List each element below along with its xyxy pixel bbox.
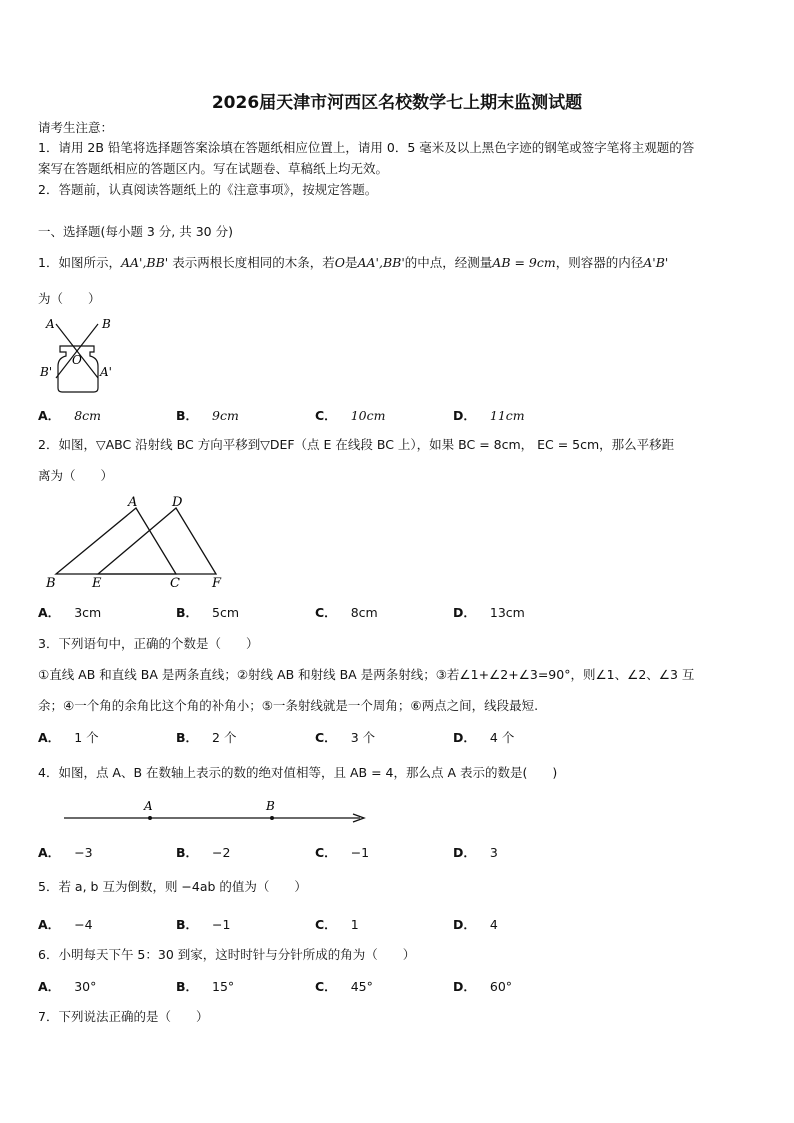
- fig1-label-b: B: [102, 317, 111, 331]
- q4-option-c[interactable]: C． −1: [315, 845, 370, 860]
- q1-option-c[interactable]: C． 10cm: [315, 408, 386, 423]
- q4-option-d[interactable]: D． 3: [453, 845, 498, 860]
- fig2-label-e: E: [92, 576, 102, 590]
- q3-stem-3: 余；④一个角的余角比这个角的补角小；⑤一条射线就是一个周角；⑥两点之间，线段最短.: [38, 698, 539, 713]
- fig2-label-a: A: [128, 495, 138, 510]
- q3-option-c[interactable]: C． 3 个: [315, 730, 376, 745]
- q3-stem: 3．下列语句中，正确的个数是（ ）: [38, 636, 259, 651]
- q1-figure: [36, 312, 126, 396]
- q5-option-d[interactable]: D． 4: [453, 917, 498, 932]
- q6-option-c[interactable]: C． 45°: [315, 979, 373, 994]
- q6-stem: 6．小明每天下午 5：30 到家，这时时针与分针所成的角为（ ）: [38, 947, 416, 962]
- fig4-label-b: B: [266, 799, 275, 813]
- notice-heading: 请考生注意：: [38, 120, 114, 135]
- fig2-label-c: C: [170, 576, 180, 590]
- notice-item-2: 2．答题前，认真阅读答题纸上的《注意事项》，按规定答题。: [38, 182, 378, 197]
- q2-figure: [36, 494, 236, 590]
- q6-option-b[interactable]: B． 15°: [176, 979, 235, 994]
- q6-option-d[interactable]: D． 60°: [453, 979, 513, 994]
- q7-stem: 7．下列说法正确的是（ ）: [38, 1009, 209, 1024]
- q2-option-a[interactable]: A． 3cm: [38, 605, 102, 620]
- q2-stem-2: 离为（ ）: [38, 468, 114, 483]
- fig1-label-bprime: B': [40, 365, 53, 379]
- q4-stem: 4．如图，点 A、B 在数轴上表示的数的绝对值相等，且 AB = 4，那么点 A 表示的数是( ): [38, 765, 558, 780]
- q1-option-a[interactable]: A． 8cm: [38, 408, 101, 423]
- q2-option-d[interactable]: D． 13cm: [453, 605, 525, 620]
- fig1-label-a: A: [46, 317, 55, 331]
- section-heading: 一、选择题(每小题 3 分, 共 30 分): [38, 224, 233, 239]
- q3-option-b[interactable]: B． 2 个: [176, 730, 237, 745]
- q4-option-b[interactable]: B． −2: [176, 845, 231, 860]
- page-title: 2026届天津市河西区名校数学七上期末监测试题: [211, 93, 583, 113]
- q3-stem-2: ①直线 AB 和直线 BA 是两条直线；②射线 AB 和射线 BA 是两条射线；③若∠1+∠2+∠3=90°，则∠1、∠2、∠3 互: [38, 667, 695, 682]
- q5-option-b[interactable]: B． −1: [176, 917, 231, 932]
- q1-option-b[interactable]: B． 9cm: [176, 408, 239, 423]
- q2-stem: 2．如图，▽ABC 沿射线 BC 方向平移到▽DEF（点 E 在线段 BC 上），如果 BC = 8cm， EC = 5cm，那么平移距: [38, 437, 675, 452]
- q5-stem: 5．若 a, b 互为倒数，则 −4ab 的值为（ ）: [38, 879, 307, 894]
- q6-option-a[interactable]: A． 30°: [38, 979, 97, 994]
- fig1-label-o: O: [72, 353, 82, 367]
- q1-stem-2: 为（ ）: [38, 291, 101, 306]
- notice-item-1a: 1．请用 2B 铅笔将选择题答案涂填在答题纸相应位置上，请用 0．5 毫米及以上黑色字迹的钢笔或签字笔将主观题的答: [38, 140, 695, 155]
- fig2-label-d: D: [172, 495, 183, 510]
- q3-option-d[interactable]: D． 4 个: [453, 730, 515, 745]
- q5-option-a[interactable]: A． −4: [38, 917, 93, 932]
- fig2-label-b: B: [46, 576, 56, 590]
- q2-option-b[interactable]: B． 5cm: [176, 605, 240, 620]
- q5-option-c[interactable]: C． 1: [315, 917, 359, 932]
- q4-option-a[interactable]: A． −3: [38, 845, 93, 860]
- q1-option-d[interactable]: D． 11cm: [453, 408, 525, 423]
- fig2-label-f: F: [212, 576, 222, 590]
- fig4-label-a: A: [144, 799, 153, 813]
- notice-item-1b: 案写在答题纸相应的答题区内。写在试题卷、草稿纸上均无效。: [38, 161, 389, 176]
- q4-number-line: [60, 796, 370, 828]
- q1-stem: 1．如图所示，AA',BB' 表示两根长度相同的木条，若O是AA',BB'的中点，经测量AB = 9cm，则容器的内径A'B': [38, 255, 669, 270]
- fig1-label-aprime: A': [100, 365, 112, 379]
- q2-option-c[interactable]: C． 8cm: [315, 605, 378, 620]
- q3-option-a[interactable]: A． 1 个: [38, 730, 99, 745]
